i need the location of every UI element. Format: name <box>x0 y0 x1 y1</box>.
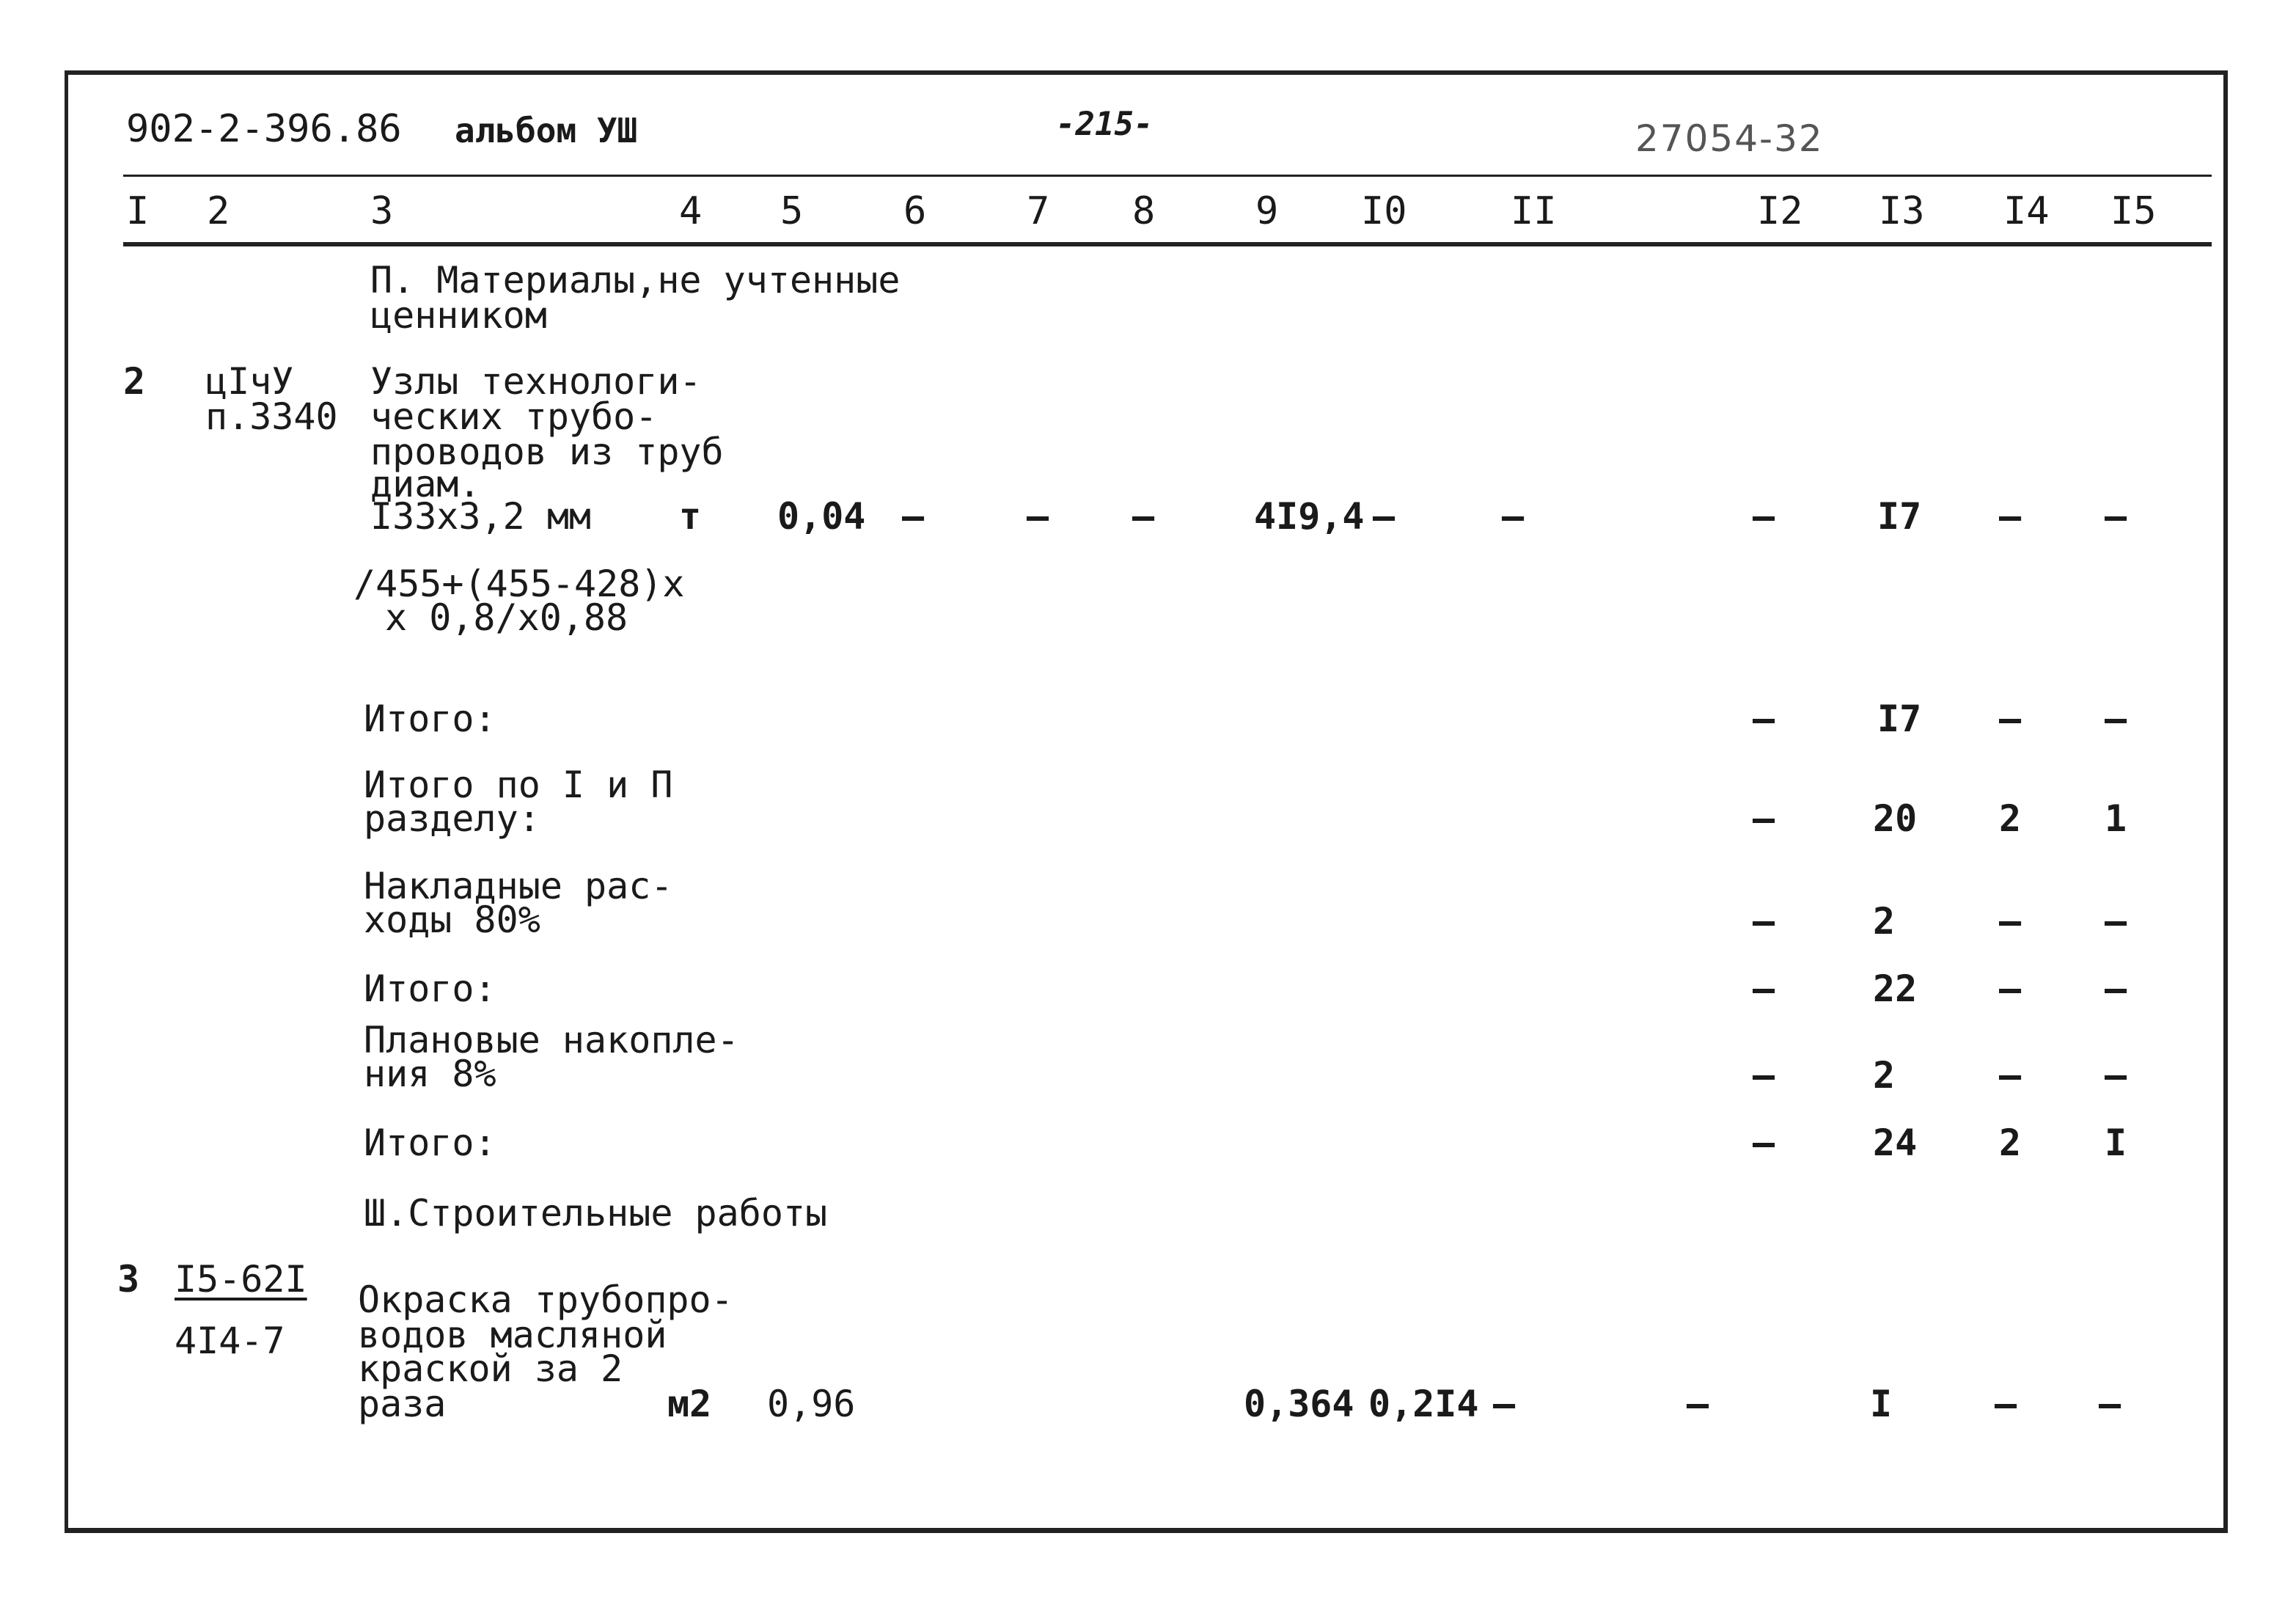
overhead-label: Накладные рас- <box>364 865 673 907</box>
row2-col9: 4I9,4 <box>1254 495 1365 538</box>
col-header-3: 3 <box>370 189 394 233</box>
grand-total-col14: 2 <box>1999 1122 2022 1164</box>
page-number: -215- <box>1056 106 1153 143</box>
col-header-10: I0 <box>1361 189 1407 233</box>
planned-savings-col14: – <box>1999 1054 2022 1097</box>
col-header-5: 5 <box>780 189 804 233</box>
grand-total-col15: I <box>2105 1122 2127 1164</box>
section3-title: Ш.Строительные работы <box>364 1192 828 1235</box>
row3-qty: 0,96 <box>767 1383 856 1425</box>
total-col14: – <box>1999 698 2022 740</box>
row3-col13: I <box>1870 1383 1893 1425</box>
row3-number: 3 <box>117 1258 140 1301</box>
row2-col12: – <box>1753 495 1775 538</box>
overhead-col12: – <box>1753 900 1775 943</box>
col-header-12: I2 <box>1757 189 1803 233</box>
col-header-2: 2 <box>207 189 230 233</box>
total-col15: – <box>2105 698 2127 740</box>
row3-desc-line1: Окраска трубопро- <box>358 1279 733 1321</box>
col-header-6: 6 <box>903 189 927 233</box>
row3-unit: м2 <box>667 1383 712 1425</box>
row2-qty: 0,04 <box>777 495 866 538</box>
header-bottom-rule <box>123 242 2212 246</box>
col-header-8: 8 <box>1132 189 1156 233</box>
album-label: альбом УШ <box>455 111 638 150</box>
total-label: Итого: <box>364 698 496 740</box>
planned-savings-col15: – <box>2105 1054 2127 1097</box>
row2-code: цIчУ <box>205 360 294 403</box>
total-sections-col14: 2 <box>1999 797 2022 840</box>
col-header-11: II <box>1511 189 1557 233</box>
row2-col7: – <box>1027 495 1049 538</box>
col-header-13: I3 <box>1879 189 1925 233</box>
row2-desc-line1: Узлы технологи- <box>370 360 702 403</box>
subtotal-label: Итого: <box>364 968 496 1010</box>
grand-total-label: Итого: <box>364 1122 496 1164</box>
total-col13: I7 <box>1877 698 1922 740</box>
row3-col9: 0,364 <box>1244 1383 1354 1425</box>
col-header-14: I4 <box>2003 189 2050 233</box>
row2-col11: – <box>1502 495 1525 538</box>
grand-total-col13: 24 <box>1873 1122 1918 1164</box>
col-header-15: I5 <box>2110 189 2157 233</box>
row2-col8: – <box>1132 495 1155 538</box>
total-sections-col12: – <box>1753 797 1775 840</box>
total-col12: – <box>1753 698 1775 740</box>
row3-col14: – <box>1995 1383 2017 1425</box>
row3-code: I5-62I <box>175 1258 307 1301</box>
col-header-1: I <box>126 189 150 233</box>
subtotal-col13: 22 <box>1873 968 1918 1010</box>
row2-number: 2 <box>123 360 146 403</box>
row2-col15: – <box>2105 495 2127 538</box>
overhead-col14: – <box>1999 900 2022 943</box>
row2-formula-line1: /455+(455-428)x <box>353 563 685 605</box>
row3-desc-line4: раза <box>358 1383 447 1425</box>
subtotal-col14: – <box>1999 968 2022 1010</box>
col-header-7: 7 <box>1027 189 1050 233</box>
row3-col10: 0,2I4 <box>1368 1383 1479 1425</box>
row2-formula-line2: x 0,8/x0,88 <box>385 596 628 639</box>
total-sections-label: Итого по I и П <box>364 764 673 806</box>
row3-desc-line3: краской за 2 <box>358 1347 623 1390</box>
row2-col13: I7 <box>1877 495 1922 538</box>
col-header-9: 9 <box>1255 189 1279 233</box>
subtotal-col15: – <box>2105 968 2127 1010</box>
total-sections-col15: 1 <box>2105 797 2127 840</box>
project-code: 902-2-396.86 <box>126 107 402 151</box>
row2-desc-line2: ческих трубо- <box>370 395 658 438</box>
row2-unit: т <box>679 495 702 538</box>
row2-desc-line4: диам. <box>370 463 481 505</box>
row2-col6: – <box>902 495 925 538</box>
row3-col11: – <box>1493 1383 1516 1425</box>
row3-desc-line2: водов масляной <box>358 1314 667 1356</box>
row2-desc-line3: проводов из труб <box>370 431 724 473</box>
row3-col12: – <box>1687 1383 1709 1425</box>
row2-code-ref: п.3340 <box>205 395 338 438</box>
row2-col10: – <box>1373 495 1395 538</box>
overhead-label-cont: ходы 80% <box>364 899 540 941</box>
planned-savings-label-cont: ния 8% <box>364 1053 496 1095</box>
grand-total-col12: – <box>1753 1122 1775 1164</box>
row2-desc-line5: I33x3,2 мм <box>370 495 592 538</box>
section2-title: П. Материалы,не учтенные <box>370 259 901 301</box>
archive-stamp: 27054-32 <box>1635 117 1824 160</box>
header-top-rule <box>123 175 2212 177</box>
planned-savings-col13: 2 <box>1873 1054 1896 1097</box>
col-header-4: 4 <box>679 189 703 233</box>
planned-savings-col12: – <box>1753 1054 1775 1097</box>
section2-title-cont: ценником <box>370 294 547 337</box>
row3-col15: – <box>2099 1383 2121 1425</box>
total-sections-label-cont: разделу: <box>364 797 540 840</box>
overhead-col13: 2 <box>1873 900 1896 943</box>
planned-savings-label: Плановые накопле- <box>364 1019 739 1061</box>
subtotal-col12: – <box>1753 968 1775 1010</box>
total-sections-col13: 20 <box>1873 797 1918 840</box>
row3-code-ref: 4I4-7 <box>175 1320 285 1362</box>
overhead-col15: – <box>2105 900 2127 943</box>
row2-col14: – <box>1999 495 2022 538</box>
